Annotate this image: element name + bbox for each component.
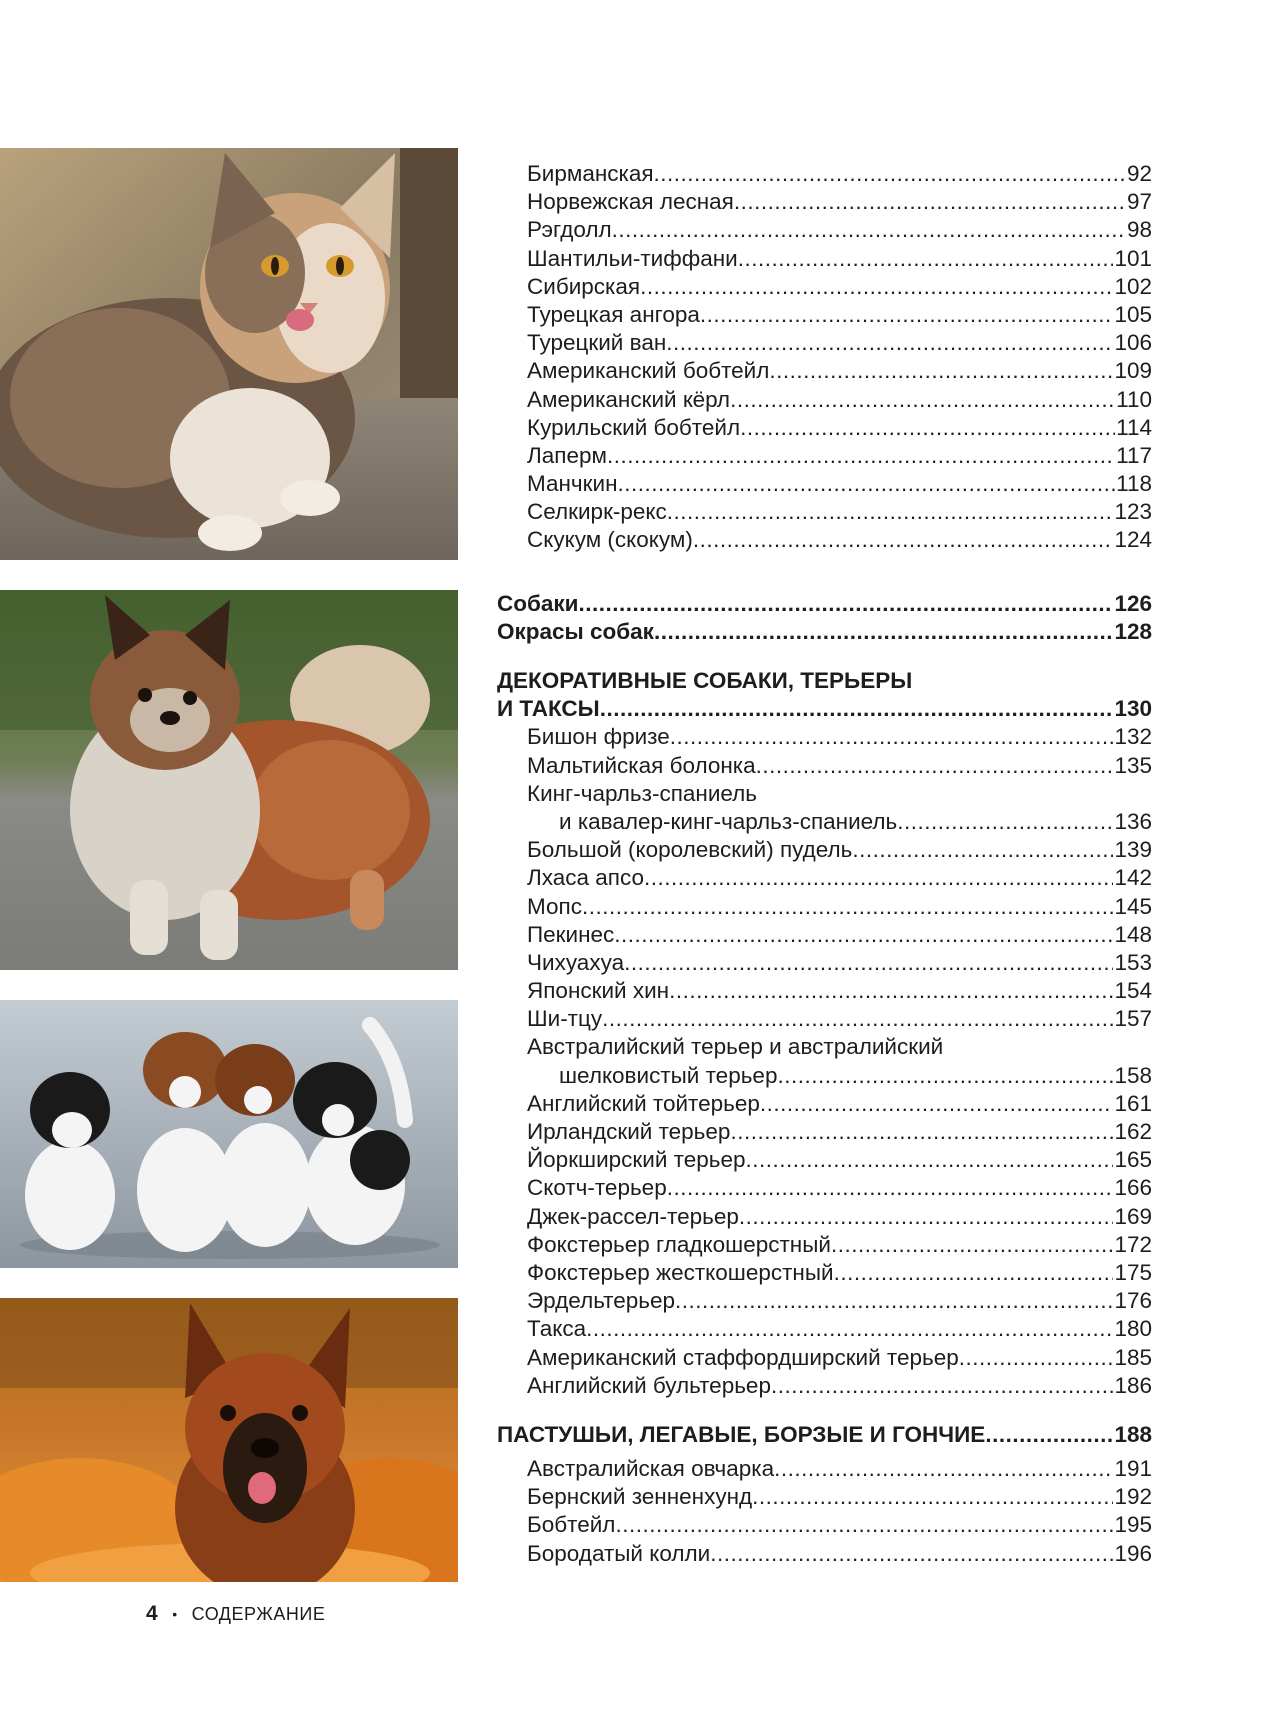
toc-entry-page: 117 <box>1116 442 1152 468</box>
toc-entry-page: 154 <box>1114 978 1152 1004</box>
toc-entry[interactable] <box>497 1287 1152 1315</box>
toc-entry-title: Лхаса апсо <box>527 865 645 891</box>
toc-entry[interactable] <box>497 1231 1152 1259</box>
toc-entry-page: 97 <box>1126 189 1152 215</box>
dot-leader <box>771 1372 1113 1400</box>
toc-entry[interactable] <box>497 921 1152 949</box>
toc-entry[interactable] <box>497 893 1152 921</box>
dot-leader <box>640 273 1113 301</box>
dot-leader <box>734 188 1126 216</box>
toc-entry-page: 126 <box>1114 590 1152 616</box>
toc-entry-page: 135 <box>1114 752 1152 778</box>
toc-entry-page: 186 <box>1114 1372 1152 1398</box>
page-footer <box>146 1602 325 1626</box>
toc-entry[interactable] <box>497 188 1152 216</box>
toc-entry-page: 124 <box>1114 527 1152 553</box>
toc-entry-title: Эрдельтерьер <box>527 1288 675 1314</box>
toc-entry-title: Фокстерьер жесткошерстный <box>527 1259 834 1285</box>
toc-entry[interactable] <box>497 1062 1152 1090</box>
toc-entry-page: 142 <box>1114 865 1152 891</box>
toc-entry-page: 191 <box>1114 1456 1152 1482</box>
toc-entry[interactable] <box>497 723 1152 751</box>
toc-entry-title: Мальтийская болонка <box>527 752 756 778</box>
toc-entry-page: 166 <box>1114 1175 1152 1201</box>
toc-entry[interactable] <box>497 1344 1152 1372</box>
toc-entry-title: Пекинес <box>527 921 615 947</box>
dot-leader <box>756 752 1114 780</box>
dot-leader <box>669 977 1113 1005</box>
shepherd-dog-photo <box>0 1298 458 1582</box>
toc-entry-page: 128 <box>1114 618 1152 644</box>
toc-entry[interactable] <box>497 329 1152 357</box>
toc-entry[interactable] <box>497 1455 1152 1483</box>
dot-leader <box>730 386 1115 414</box>
toc-entry-page: 110 <box>1116 386 1152 412</box>
toc-entry-page: 130 <box>1114 696 1152 722</box>
toc-entry-title: Кинг-чарльз-спаниель <box>527 780 757 806</box>
toc-entry-page: 158 <box>1114 1062 1152 1088</box>
toc-entry-title: Большой (королевский) пудель <box>527 837 853 863</box>
toc-entry-page: 123 <box>1114 499 1152 525</box>
table-of-contents <box>497 160 1152 1568</box>
toc-entry[interactable] <box>497 273 1152 301</box>
toc-entry-title: Мопс <box>527 893 582 919</box>
toc-entry-title: Английский бультерьер <box>527 1372 771 1398</box>
dot-leader <box>769 357 1113 385</box>
calico-cat-photo <box>0 148 458 560</box>
toc-entry-page: 162 <box>1114 1119 1152 1144</box>
toc-entry-title: Рэгдолл <box>527 217 612 243</box>
dot-leader <box>586 1315 1113 1343</box>
dot-leader <box>614 921 1113 949</box>
toc-entry-title: Американский бобтейл <box>527 358 770 384</box>
dot-leader <box>834 1259 1114 1287</box>
toc-entry[interactable] <box>497 864 1152 892</box>
toc-entry[interactable] <box>497 1372 1152 1400</box>
toc-entry[interactable] <box>497 526 1152 554</box>
toc-entry-title: Американский кёрл <box>527 386 731 412</box>
dot-leader <box>777 1062 1113 1090</box>
toc-entry-page: 169 <box>1114 1203 1152 1229</box>
dot-leader <box>675 1287 1113 1315</box>
toc-entry[interactable] <box>497 836 1152 864</box>
dot-leader <box>985 1421 1113 1449</box>
toc-entry-title: Норвежская лесная <box>527 189 734 215</box>
toc-entry[interactable] <box>497 414 1152 442</box>
toc-entry[interactable] <box>497 357 1152 385</box>
dot-leader <box>644 864 1113 892</box>
dot-leader <box>654 618 1114 646</box>
dot-leader <box>667 498 1114 526</box>
toc-entry-page: 118 <box>1116 471 1152 497</box>
dot-leader <box>693 526 1114 554</box>
toc-entry-page: 98 <box>1126 217 1152 243</box>
toc-entry-page: 136 <box>1114 808 1152 834</box>
toc-entry-page: 165 <box>1114 1147 1152 1173</box>
toc-entry-title: Курильский бобтейл <box>527 414 741 440</box>
toc-entry[interactable] <box>497 160 1152 188</box>
dot-leader <box>624 949 1113 977</box>
toc-entry-page: 188 <box>1114 1421 1152 1447</box>
toc-entry[interactable] <box>497 949 1152 977</box>
dot-leader <box>600 695 1114 723</box>
dot-leader <box>746 1146 1114 1174</box>
toc-entry[interactable] <box>497 470 1152 498</box>
toc-entry-title: Бирманская <box>527 161 654 186</box>
toc-entry-line[interactable] <box>497 1033 1152 1061</box>
toc-entry-page: 185 <box>1114 1344 1152 1370</box>
toc-entry-title: И ТАКСЫ <box>497 696 600 722</box>
dot-leader <box>579 590 1114 618</box>
toc-entry-title: Шантильи-тиффани <box>527 245 738 271</box>
toc-entry-title: Бернский зенненхунд <box>527 1484 753 1510</box>
toc-entry-page: 176 <box>1114 1288 1152 1314</box>
section-heading-decorative: ДЕКОРАТИВНЫЕ СОБАКИ, ТЕРЬЕРЫ <box>497 668 913 693</box>
dot-leader <box>602 1005 1113 1033</box>
toc-entry-page: 109 <box>1114 358 1152 384</box>
toc-entry-page: 102 <box>1114 273 1152 299</box>
dot-leader <box>740 414 1115 442</box>
toc-entry-page: 196 <box>1114 1540 1152 1566</box>
dot-leader <box>618 470 1116 498</box>
dot-leader <box>615 1511 1113 1539</box>
dot-leader <box>831 1231 1114 1259</box>
toc-entry-title: Фокстерьер гладкошерстный <box>527 1231 831 1257</box>
dot-leader <box>730 1118 1113 1146</box>
section-entry-herding[interactable] <box>497 1421 1152 1449</box>
fluffy-dog-photo <box>0 590 458 970</box>
toc-entry-page: 161 <box>1114 1090 1152 1116</box>
toc-entry-page: 172 <box>1114 1231 1152 1257</box>
toc-entry-title: Такса <box>527 1316 587 1342</box>
dot-leader <box>710 1540 1113 1568</box>
toc-entry-title: Скотч-терьер <box>527 1175 667 1201</box>
toc-entry-title: Ши-тцу <box>527 1006 603 1032</box>
toc-entry[interactable] <box>497 1005 1152 1033</box>
toc-entry[interactable] <box>497 386 1152 414</box>
toc-entry[interactable] <box>497 1146 1152 1174</box>
toc-entry-title: Американский стаффордширский терьер <box>527 1344 959 1370</box>
toc-entry-title: шелковистый терьер <box>559 1062 778 1088</box>
toc-entry-title: Лаперм <box>527 442 607 468</box>
toc-entry[interactable] <box>497 1090 1152 1118</box>
toc-entry-title: Джек-рассел-терьер <box>527 1203 739 1229</box>
dot-leader <box>774 1455 1113 1483</box>
toc-entry-title: Бородатый колли <box>527 1540 711 1566</box>
page-number: 4 <box>146 1602 159 1625</box>
toc-entry[interactable] <box>497 808 1152 836</box>
dot-leader <box>959 1344 1114 1372</box>
toc-entry[interactable] <box>497 245 1152 273</box>
toc-entry-title: Сибирская <box>527 273 641 299</box>
toc-entry[interactable] <box>497 1483 1152 1511</box>
toc-entry-title: Турецкий ван <box>527 330 667 356</box>
dot-leader <box>666 329 1113 357</box>
toc-entry-title: Собаки <box>497 590 579 616</box>
dot-leader <box>654 160 1126 188</box>
puppies-photo <box>0 1000 458 1268</box>
toc-entry-title: и кавалер-кинг-чарльз-спаниель <box>559 808 898 834</box>
toc-entry-page: 192 <box>1114 1484 1152 1510</box>
toc-entry-title: Окрасы собак <box>497 618 654 644</box>
toc-entry[interactable] <box>497 1511 1152 1539</box>
toc-entry[interactable] <box>497 1118 1152 1146</box>
toc-entry-page: 180 <box>1114 1316 1152 1342</box>
herding-breeds-list <box>497 1455 1152 1568</box>
toc-entry-page: 153 <box>1114 949 1152 975</box>
toc-entry-title: Чихуахуа <box>527 949 625 975</box>
toc-entry-title: ПАСТУШЬИ, ЛЕГАВЫЕ, БОРЗЫЕ И ГОНЧИЕ <box>497 1421 986 1447</box>
toc-entry[interactable] <box>497 216 1152 244</box>
dot-leader <box>700 301 1114 329</box>
footer-bullet: • <box>172 1606 178 1622</box>
toc-entry-title: Японский хин <box>527 978 670 1004</box>
toc-entry[interactable] <box>497 301 1152 329</box>
toc-entry-title: Бобтейл <box>527 1512 616 1538</box>
running-title: СОДЕРЖАНИЕ <box>191 1603 326 1624</box>
dot-leader <box>738 245 1114 273</box>
decorative-breeds-list <box>497 723 1152 1400</box>
toc-entry-title: Селкирк-рекс <box>527 499 667 525</box>
toc-entry-page: 105 <box>1114 301 1152 327</box>
toc-entry-title: Турецкая ангора <box>527 301 700 327</box>
cat-breeds-list <box>497 160 1152 555</box>
toc-entry-title: Йоркширский терьер <box>527 1147 746 1173</box>
toc-entry[interactable] <box>497 1174 1152 1202</box>
toc-entry[interactable] <box>497 498 1152 526</box>
toc-entry[interactable] <box>497 442 1152 470</box>
toc-entry-page: 114 <box>1116 414 1152 440</box>
toc-entry[interactable] <box>497 1540 1152 1568</box>
toc-entry-dog-colors[interactable] <box>497 618 1152 646</box>
toc-entry-page: 157 <box>1114 1006 1152 1032</box>
toc-entry[interactable] <box>497 1315 1152 1343</box>
dot-leader <box>897 808 1113 836</box>
toc-entry-page: 175 <box>1114 1259 1152 1285</box>
toc-entry-title: Бишон фризе <box>527 724 670 750</box>
dot-leader <box>852 836 1113 864</box>
toc-entry-title: Скукум (скокум) <box>527 527 693 553</box>
toc-entry-page: 145 <box>1114 893 1152 919</box>
dot-leader <box>739 1203 1114 1231</box>
toc-entry-page: 132 <box>1114 724 1152 750</box>
dot-leader <box>760 1090 1114 1118</box>
dot-leader <box>752 1483 1113 1511</box>
toc-entry[interactable] <box>497 1259 1152 1287</box>
toc-entry-page: 195 <box>1114 1512 1152 1538</box>
toc-entry-page: 92 <box>1126 161 1152 186</box>
dot-leader <box>612 216 1126 244</box>
toc-entry-line[interactable] <box>497 780 1152 808</box>
dot-leader <box>667 1174 1114 1202</box>
toc-entry-title: Английский тойтерьер <box>527 1090 760 1116</box>
dot-leader <box>670 723 1114 751</box>
toc-entry-page: 139 <box>1114 837 1152 863</box>
toc-entry[interactable] <box>497 977 1152 1005</box>
toc-entry-page: 148 <box>1114 921 1152 947</box>
toc-entry-page: 106 <box>1114 330 1152 356</box>
toc-entry-title: Австралийская овчарка <box>527 1456 775 1482</box>
section-entry-decorative[interactable] <box>497 695 1152 723</box>
dot-leader <box>607 442 1115 470</box>
toc-entry-title: Манчкин <box>527 471 618 497</box>
dot-leader <box>582 893 1114 921</box>
toc-entry-page: 101 <box>1114 245 1152 271</box>
toc-entry-title: Ирландский терьер <box>527 1119 731 1144</box>
toc-entry[interactable] <box>497 752 1152 780</box>
toc-entry-title: Австралийский терьер и австралийский <box>527 1034 944 1060</box>
toc-entry[interactable] <box>497 1203 1152 1231</box>
toc-entry-dogs[interactable] <box>497 590 1152 618</box>
